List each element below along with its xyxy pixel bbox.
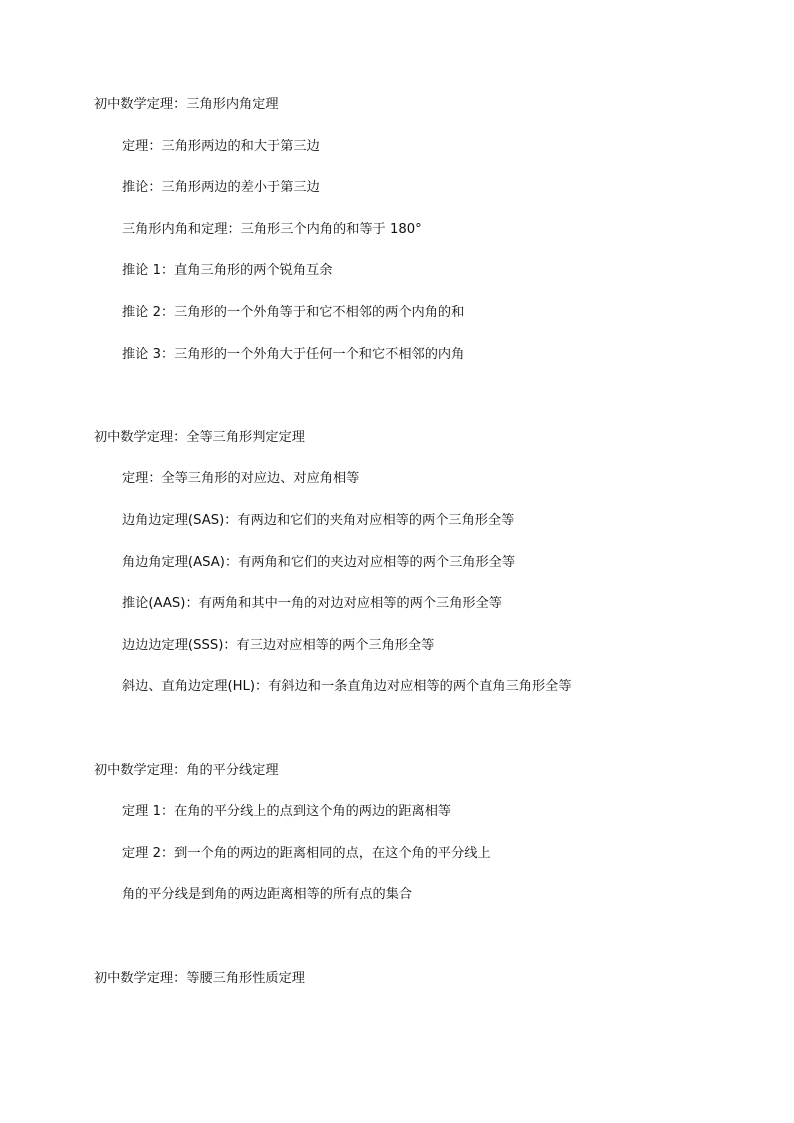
theorem-line: 定理：三角形两边的和大于第三边 [122,139,320,154]
theorem-line: 边边边定理(SSS)：有三边对应相等的两个三角形全等 [122,638,435,653]
section-heading: 初中数学定理：等腰三角形性质定理 [94,971,305,986]
theorem-line: 斜边、直角边定理(HL)：有斜边和一条直角边对应相等的两个直角三角形全等 [122,679,572,694]
theorem-line: 推论 2：三角形的一个外角等于和它不相邻的两个内角的和 [122,305,465,320]
theorem-line: 角的平分线是到角的两边距离相等的所有点的集合 [122,887,413,902]
section-heading: 初中数学定理：角的平分线定理 [94,763,279,778]
theorem-line: 定理 2：到一个角的两边的距离相同的点，在这个角的平分线上 [122,846,491,861]
theorem-line: 推论 1：直角三角形的两个锐角互余 [122,263,333,278]
theorem-line: 推论 3：三角形的一个外角大于任何一个和它不相邻的内角 [122,347,465,362]
theorem-line: 边角边定理(SAS)：有两边和它们的夹角对应相等的两个三角形全等 [122,513,515,528]
section-heading: 初中数学定理：三角形内角定理 [94,97,279,112]
theorem-line: 三角形内角和定理：三角形三个内角的和等于 180° [122,222,422,237]
theorem-line: 推论：三角形两边的差小于第三边 [122,180,320,195]
theorem-line: 定理 1：在角的平分线上的点到这个角的两边的距离相等 [122,804,452,819]
section-heading: 初中数学定理：全等三角形判定定理 [94,430,305,445]
theorem-line: 推论(AAS)：有两角和其中一角的对边对应相等的两个三角形全等 [122,596,502,611]
theorem-line: 角边角定理(ASA)：有两角和它们的夹边对应相等的两个三角形全等 [122,555,516,570]
theorem-line: 定理：全等三角形的对应边、对应角相等 [122,471,360,486]
